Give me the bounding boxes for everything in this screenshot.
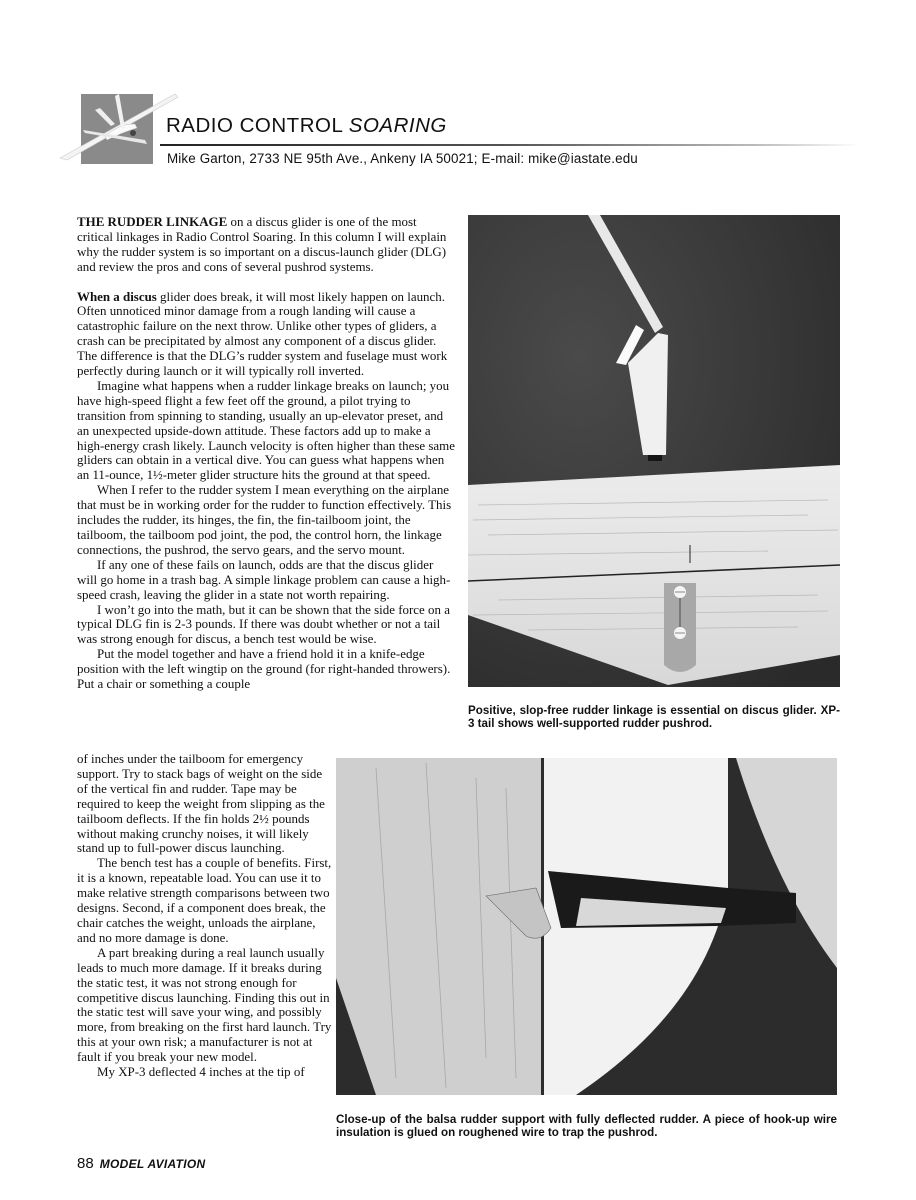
paragraph: My XP-3 deflected 4 inches at the tip of xyxy=(97,1064,305,1080)
paragraph: I won’t go into the math, but it can be shown that the side force on a typical DLG fin is 2-3 pounds. If there was doubt whether or not a tail was strong enough for discus, a bench test would be wise. xyxy=(77,601,450,647)
lead-in: THE RUDDER LINKAGE xyxy=(77,214,228,229)
paragraph: Imagine what happens when a rudder linkage breaks on launch; you have high-speed flight a few feet off the ground, a pilot trying to transition from spinning to standing, usually an up-elevator preset, and an unexpected upside-down attitude. These factors add up to make a high-energy crash likely. Launch velocity is often higher than these same gliders can obtain in a vertical dive. You can guess what happens when an 11-ounce, 1½-meter glider structure hits the ground at that speed. xyxy=(77,377,455,483)
paragraph-text: on a discus glider is one of the most critical linkages in Radio Control Soaring. In this column I will explain why the rudder system is so important on a discus-launch glider (DLG) and review the pros and cons of several pushrod systems. xyxy=(77,214,447,274)
title-italic: SOARING xyxy=(348,114,447,137)
paragraph-text: glider does break, it will most likely happen on launch. Often unnoticed minor damage from a rough landing will cause a catastrophic failure on the next throw. Unlike other types of gliders, a crash can be precipitated by almost any component of a discus glider. The difference is that the DLG’s rudder system and fuselage must work perfectly during launch or it will typically roll inverted. xyxy=(77,288,448,379)
photo-rudder-closeup xyxy=(336,758,837,1095)
paragraph xyxy=(77,215,455,275)
article-column-lower xyxy=(77,752,335,1080)
magazine-name: MODEL AVIATION xyxy=(99,1157,206,1171)
article-column-upper xyxy=(77,215,455,692)
page-number: 88 xyxy=(77,1155,94,1172)
paragraph: Put the model together and have a friend hold it in a knife-edge position with the left wingtip on the ground (for right-handed throwers). Put a chair or something a couple xyxy=(77,646,451,692)
lead-in: When a discus xyxy=(77,288,157,304)
photo-tail-pushrod xyxy=(468,215,840,687)
paragraph: When I refer to the rudder system I mean everything on the airplane that must be in working order for the rudder to function effectively. This includes the rudder, its hinges, the fin, the fin-tailboom joint, the tailboom, the tailboom pod joint, the pod, the control horn, the linkage connections, the pushrod, the servo gears, and the servo mount. xyxy=(77,482,452,557)
paragraph: If any one of these fails on launch, odds are that the discus glider will go home in a trash bag. A simple linkage problem can cause a high-speed crash, leaving the glider in a state not worth repairing. xyxy=(77,556,451,602)
glider-logo-icon xyxy=(55,88,180,168)
paragraph: A part breaking during a real launch usually leads to much more damage. If it breaks during the static test, it was not strong enough for competitive discus launching. Finding this out in the static test will save your wing, and possibly more, from breaking on the first hard launch. Try this at your own risk; a manufacturer is not at fault if you break your new model. xyxy=(77,944,332,1065)
column-title xyxy=(166,114,447,138)
author-byline: Mike Garton, 2733 NE 95th Ave., Ankeny IA 50021; E-mail: mike@iastate.edu xyxy=(167,151,638,166)
header-rule xyxy=(160,144,860,146)
paragraph: of inches under the tailboom for emergency support. Try to stack bags of weight on the side of the vertical fin and rudder. Tape may be required to keep the weight from slipping as the tailboom deflects. If the fin holds 2½ pounds without making crunchy noises, it will likely stand up to full-power discus launching. xyxy=(77,751,325,856)
paragraph: The bench test has a couple of benefits. First, it is a known, repeatable load. You can use it to make relative strength comparisons between two designs. Second, if a component does break, the chair catches the weight, unloads the airplane, and no more damage is done. xyxy=(77,855,332,945)
photo-caption: Close-up of the balsa rudder support with fully deflected rudder. A piece of hook-up wire insulation is glued on roughened wire to trap the pushrod. xyxy=(336,1113,837,1140)
page-footer xyxy=(77,1155,205,1172)
paragraph xyxy=(77,290,455,379)
photo-caption: Positive, slop-free rudder linkage is essential on discus glider. XP-3 tail shows well-supported rudder pushrod. xyxy=(468,704,840,731)
title-regular: RADIO CONTROL xyxy=(166,114,349,137)
